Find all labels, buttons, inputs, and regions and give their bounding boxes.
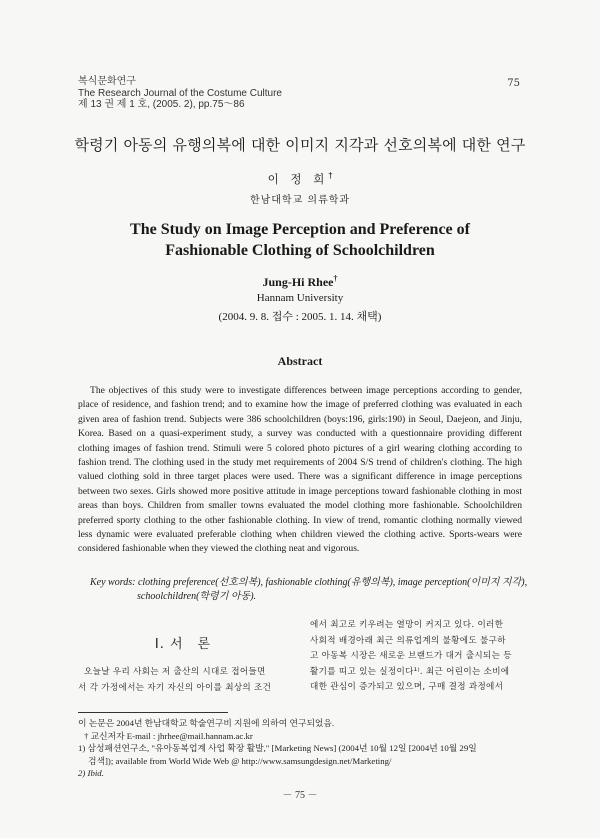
footnote-divider bbox=[78, 712, 228, 713]
footnote-funding: 이 논문은 2004년 한남대학교 학술연구비 지원에 의하여 연구되었음. bbox=[78, 718, 335, 728]
section-heading-introduction: Ⅰ. 서 론 bbox=[154, 637, 212, 652]
body-line: 활기를 띠고 있는 실정이다¹⁾. 최근 어린이는 소비에 bbox=[310, 666, 510, 677]
journal-name-ko: 복식문화연구 bbox=[78, 76, 136, 87]
body-line: 서 각 가정에서는 자기 자신의 아이를 최상의 조건 bbox=[78, 683, 272, 693]
body-line: 고 아동복 시장은 새로운 브랜드가 대거 출시되는 등 bbox=[310, 651, 512, 661]
author-korean-name: 이 정 희 bbox=[267, 172, 329, 186]
body-line: 대한 관심이 증가되고 있으며, 구매 결정 과정에서 bbox=[310, 682, 504, 692]
footnote-1: 1) 삼성패션연구소, "유아동복업계 사업 확장 활발," [Marketing News] (2004년 10월 12일 [2004년 10월 29일 bbox=[78, 743, 477, 753]
title-english-line1: The Study on Image Perception and Preference of bbox=[130, 221, 470, 238]
keywords bbox=[90, 576, 530, 604]
body-column-right bbox=[310, 618, 523, 696]
footnotes bbox=[78, 717, 528, 780]
author-english bbox=[0, 274, 600, 290]
journal-header bbox=[78, 76, 282, 111]
title-korean: 학령기 아동의 유행의복에 대한 이미지 지각과 선호의복에 대한 연구 bbox=[74, 136, 526, 154]
title-english-line2: Fashionable Clothing of Schoolchildren bbox=[165, 242, 435, 259]
abstract-text: The objectives of this study were to investigate differences between image perceptions according to gender, place of residence, and fashion trend; and to examine how the image of preferred clothing was evaluated in each given area of fashion trend. Subjects were 386 schoolchildren (boys:196, girls:190) in Seoul, Daejeon, and Jinju, Korea. Based on a quasi-experiment study, a survey was conducted with a questionnaire providing different clothing images of fashion trend. Stimuli were 5 colored photo pictures of a girl wearing clothing according to fashion trend. The clothing used in the study met requirements of 2004 S/S trend of children's clothing. The high valued clothing sold in three target places were used. There was a significant difference in image perceptions between two sexes. Girls showed more positive attitude in image perceptions toward fashionable clothing in most areas than boys. Children from smaller towns evaluated the model clothing more fashionable. Schoolchildren preferred sporty clothing to the other fashionable clothing. In view of trend, romantic clothing normally viewed less dynamic were evaluated preferable clothing when children viewed the clothing active. Sports-wears were considered fashionable when they viewed the clothing neat and vigorous. bbox=[78, 385, 522, 555]
footnote-2: 2) Ibid. bbox=[78, 768, 104, 778]
received-accepted-dates: (2004. 9. 8. 접수 : 2005. 1. 14. 채택) bbox=[218, 311, 382, 323]
author-mark-en: † bbox=[333, 274, 338, 283]
author-english-name: Jung-Hi Rhee bbox=[262, 275, 334, 289]
affiliation-korean: 한남대학교 의류학과 bbox=[249, 195, 351, 206]
title-english bbox=[0, 219, 600, 261]
abstract-heading: Abstract bbox=[277, 354, 323, 368]
footnote-email: † 교신저자 E-mail : jhrhee@mail.hannam.ac.kr bbox=[84, 730, 253, 741]
journal-issue: 제 13 권 제 1 호, (2005. 2), pp.75～86 bbox=[78, 99, 245, 110]
author-korean bbox=[0, 171, 600, 187]
body-line: 사회적 배경아래 최근 의류업계의 불황에도 불구하 bbox=[310, 635, 506, 646]
body-line: 오늘날 우리 사회는 저 출산의 시대로 접어들면 bbox=[84, 667, 266, 677]
page-number-top: 75 bbox=[507, 78, 520, 89]
journal-name-en: The Research Journal of the Costume Culture bbox=[78, 87, 282, 99]
keywords-line2: schoolchildren(학령기 아동). bbox=[137, 591, 257, 602]
body-column-left bbox=[78, 664, 292, 696]
author-mark: † bbox=[328, 171, 333, 181]
keywords-line1: Key words: clothing preference(선호의복), fashionable clothing(유행의복), image perception(이미지 지각), bbox=[90, 577, 528, 588]
body-line: 에서 최고로 키우려는 열망이 커지고 있다. 이러한 bbox=[310, 620, 504, 630]
footnote-1-cont: 검색]); available from World Wide Web @ http://www.samsungdesign.net/Marketing/ bbox=[88, 755, 392, 766]
affiliation-english: Hannam University bbox=[256, 292, 344, 304]
page-number-bottom: － 75 － bbox=[282, 790, 318, 801]
